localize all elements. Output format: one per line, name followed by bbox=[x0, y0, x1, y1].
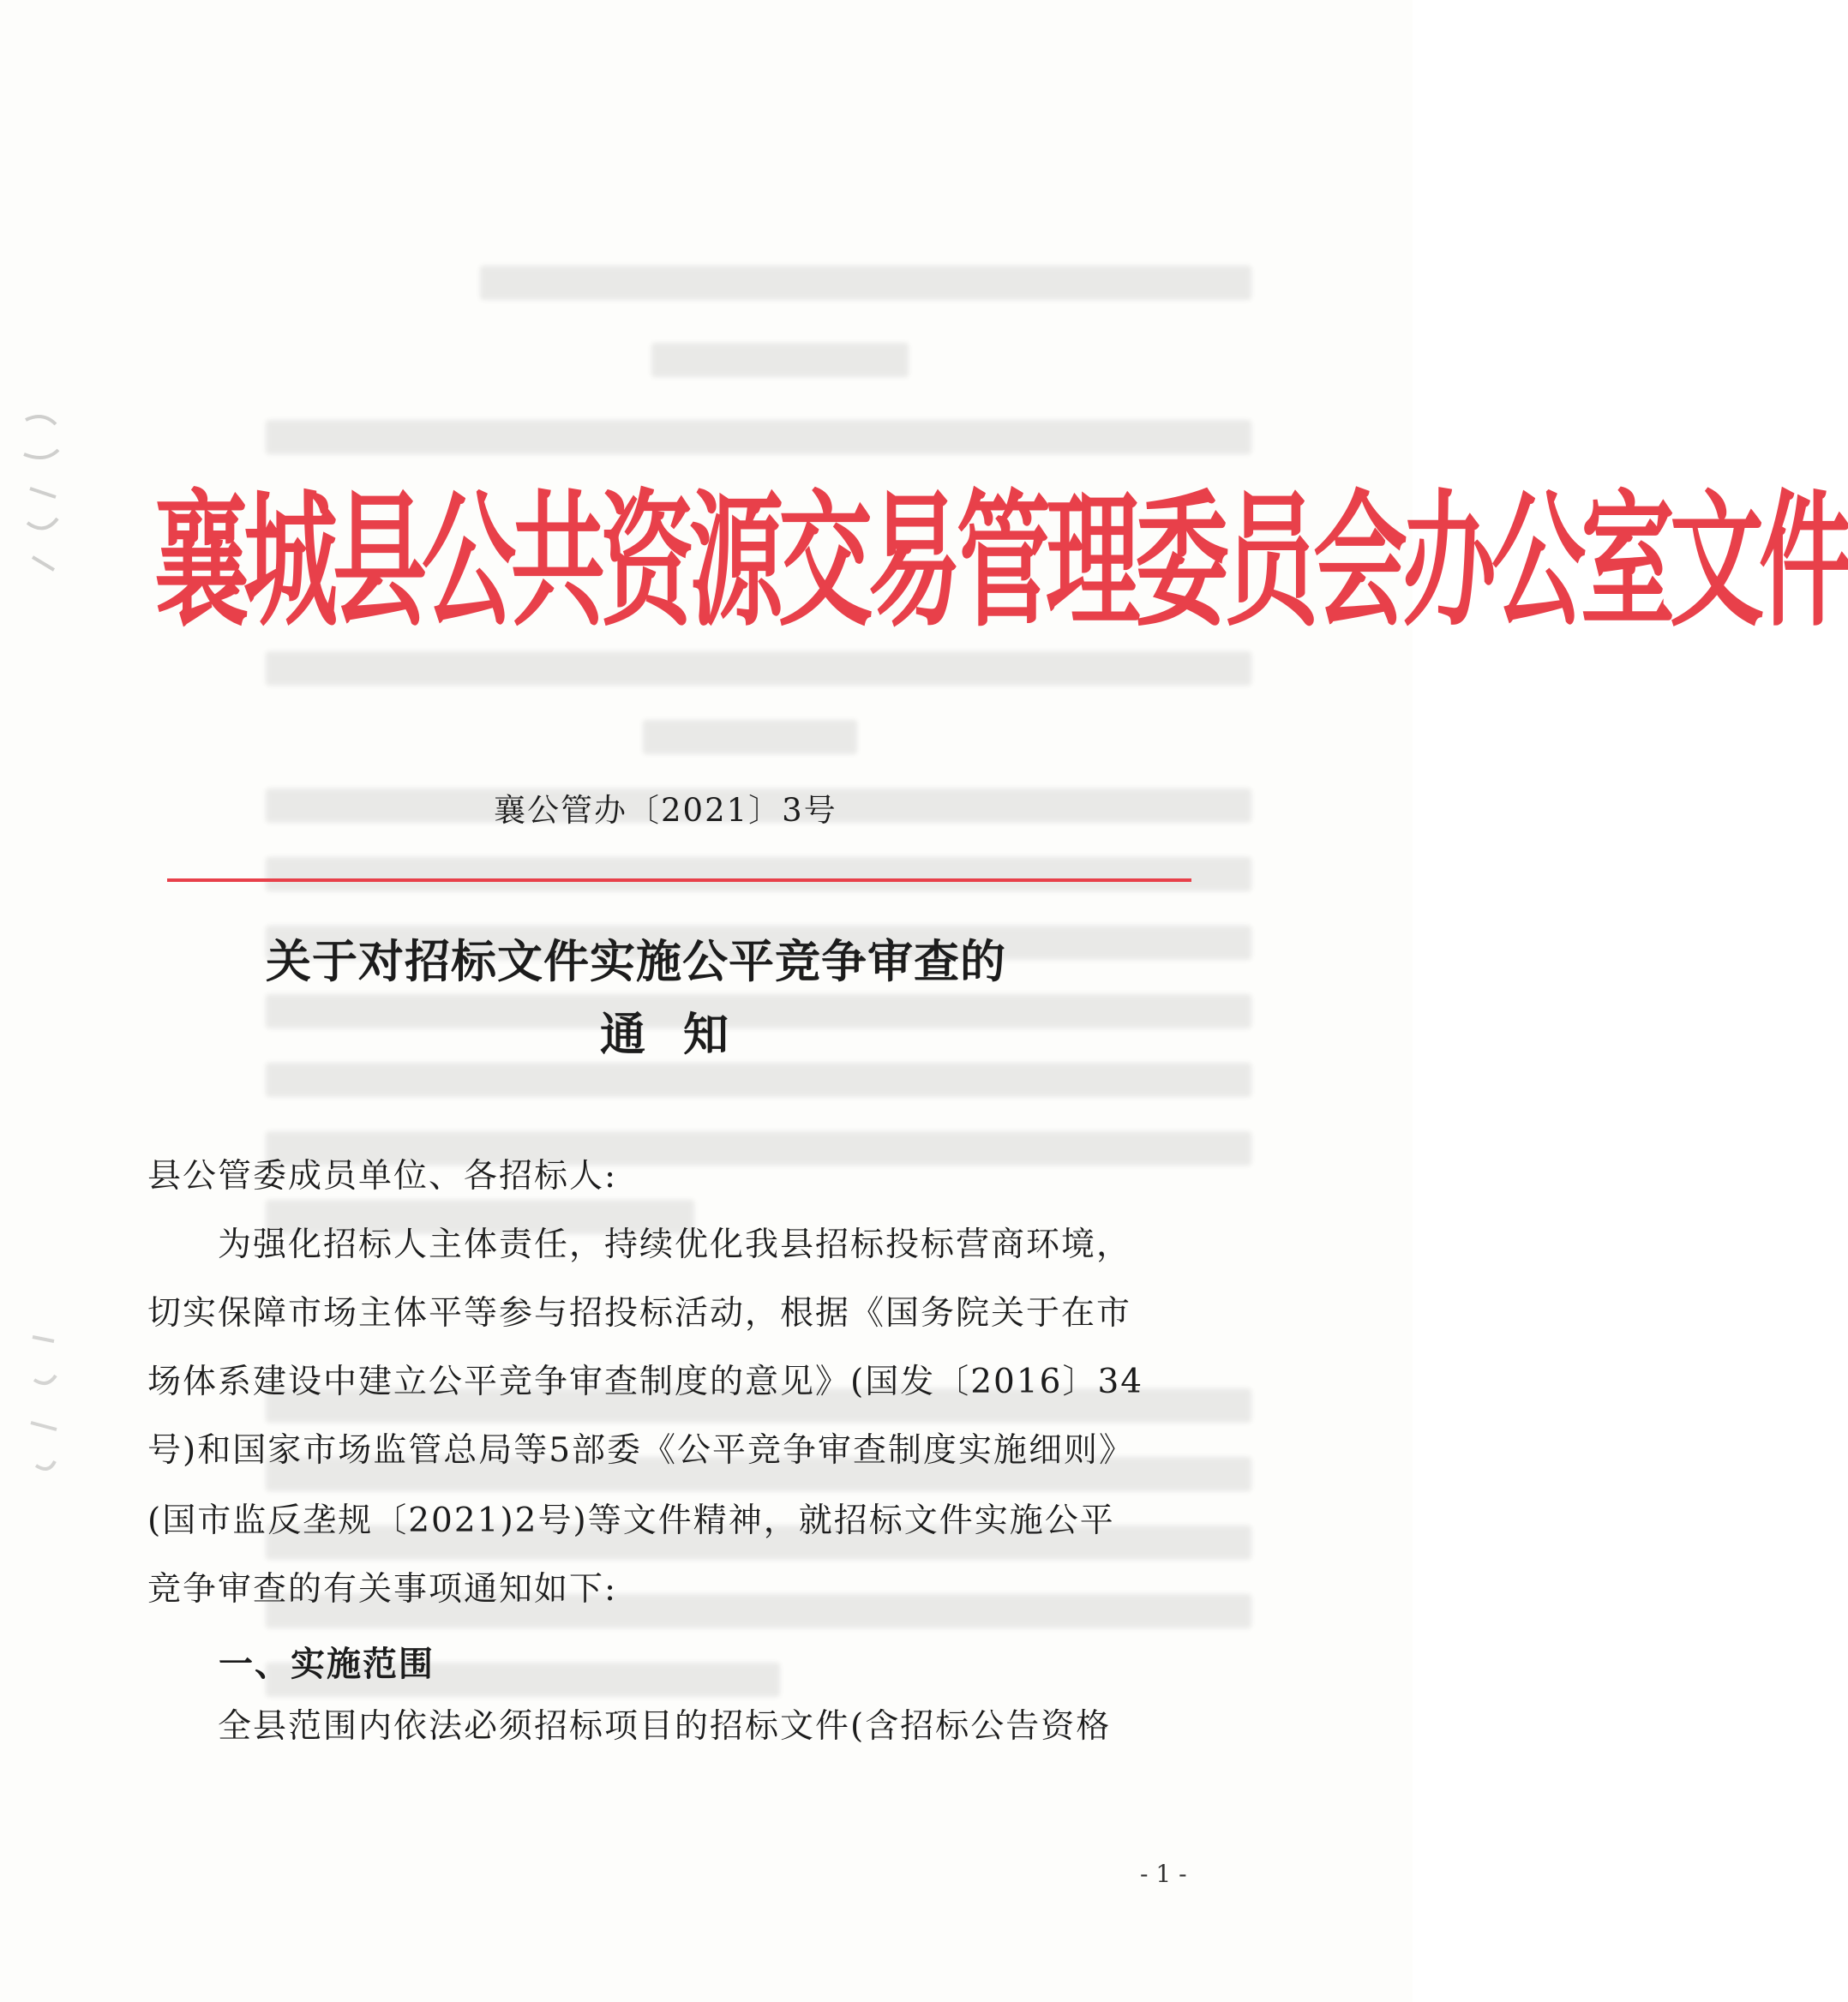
body-line: (国市监反垄规〔2021)2号)等文件精神，就招标文件实施公平 bbox=[147, 1502, 1115, 1540]
body-line: 竞争审查的有关事项通知如下: bbox=[147, 1570, 618, 1609]
body-line: 号)和国家市场监管总局等5部委《公平竞争审查制度实施细则》 bbox=[147, 1431, 1135, 1470]
body-line: 全县范围内依法必须招标项目的招标文件(含招标公告资格 bbox=[147, 1707, 1112, 1746]
body-line: 为强化招标人主体责任，持续优化我县招标投标营商环境， bbox=[147, 1226, 1132, 1264]
issuer-red-header: 襄城县公共资源交易管理委员会办公室文件 bbox=[154, 476, 1848, 647]
section-heading: 一、实施范围 bbox=[219, 1645, 435, 1684]
margin-scan-marks bbox=[17, 403, 69, 600]
red-separator-line bbox=[167, 878, 1191, 882]
document-title-line1: 关于对招标文件实施公平竞争审查的 bbox=[266, 935, 1006, 988]
page-number: - 1 - bbox=[1140, 1860, 1187, 1888]
addressee: 县公管委成员单位、各招标人: bbox=[147, 1157, 618, 1196]
body-line: 场体系建设中建立公平竞争审查制度的意见》(国发〔2016〕34 bbox=[147, 1363, 1144, 1401]
body-line: 切实保障市场主体平等参与招投标活动，根据《国务院关于在市 bbox=[147, 1294, 1132, 1333]
margin-scan-marks-lower bbox=[24, 1320, 67, 1491]
document-number: 襄公管办〔2021〕3号 bbox=[494, 792, 837, 829]
document-title-line2: 通知 bbox=[600, 1008, 766, 1061]
